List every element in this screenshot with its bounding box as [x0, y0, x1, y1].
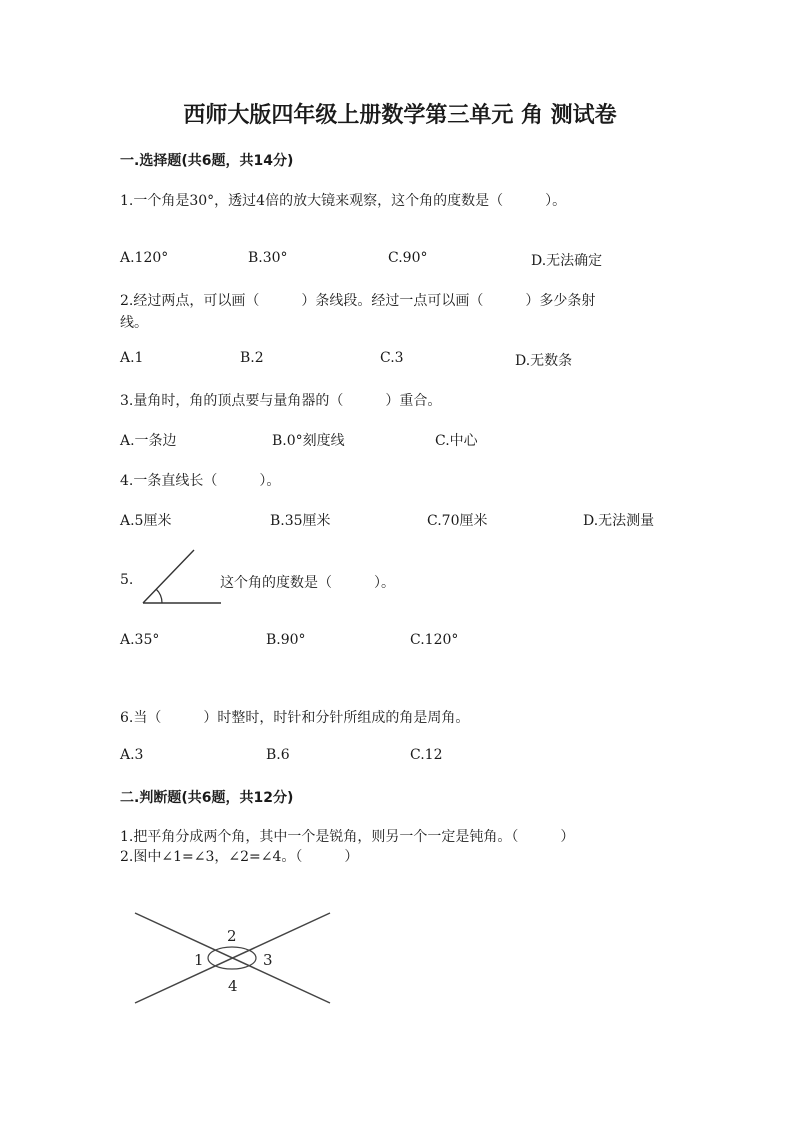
q6-option-a: A.3	[120, 747, 144, 763]
angle-arc	[156, 589, 162, 603]
q4-option-d: D.无法测量	[583, 513, 655, 529]
q1-option-b: B.30°	[248, 250, 288, 266]
question-4-text: 4.一条直线长（ ）。	[120, 473, 281, 489]
label-angle-4: 4	[228, 977, 238, 995]
q1-option-d: D.无法确定	[531, 253, 603, 269]
q1-option-c: C.90°	[388, 250, 428, 266]
section-heading-judgement: 二.判断题(共6题，共12分)	[120, 790, 294, 806]
q1-option-a: A.120°	[120, 250, 169, 266]
angle-figure	[140, 548, 224, 606]
question-5-number: 5.	[120, 572, 134, 588]
section-heading-choice: 一.选择题(共6题，共14分)	[120, 153, 294, 169]
q5-option-c: C.120°	[410, 632, 459, 648]
q2-option-c: C.3	[380, 350, 404, 366]
judgement-1-text: 1.把平角分成两个角，其中一个是锐角，则另一个一定是钝角。（ ）	[120, 829, 575, 845]
page-title: 西师大版四年级上册数学第三单元 角 测试卷	[183, 103, 617, 128]
question-5-text: 这个角的度数是（ ）。	[220, 575, 395, 591]
question-3-text: 3.量角时，角的顶点要与量角器的（ ）重合。	[120, 393, 442, 409]
q2-option-a: A.1	[120, 350, 144, 366]
label-angle-2: 2	[227, 927, 237, 945]
q3-option-a: A.一条边	[120, 433, 177, 449]
q6-option-b: B.6	[266, 747, 290, 763]
q3-option-b: B.0°刻度线	[272, 433, 345, 449]
q3-option-c: C.中心	[435, 433, 478, 449]
q4-option-a: A.5厘米	[120, 513, 172, 529]
q5-option-b: B.90°	[266, 632, 306, 648]
q6-option-c: C.12	[410, 747, 443, 763]
label-angle-3: 3	[263, 951, 273, 969]
question-2-text-line1: 2.经过两点，可以画（ ）条线段。经过一点可以画（ ）多少条射	[120, 293, 596, 309]
judgement-2-text: 2.图中∠1=∠3，∠2=∠4。（ ）	[120, 849, 359, 865]
q4-option-b: B.35厘米	[270, 513, 331, 529]
angle-slanted-ray	[143, 550, 194, 603]
q2-option-d: D.无数条	[515, 353, 573, 369]
q4-option-c: C.70厘米	[427, 513, 488, 529]
label-angle-1: 1	[194, 951, 204, 969]
q2-option-b: B.2	[240, 350, 264, 366]
intersecting-lines-figure	[130, 905, 335, 1010]
question-2-text-line2: 线。	[120, 315, 148, 331]
question-1-text: 1.一个角是30°，透过4倍的放大镜来观察，这个角的度数是（ ）。	[120, 193, 567, 209]
question-6-text: 6.当（ ）时整时，时针和分针所组成的角是周角。	[120, 710, 470, 726]
q5-option-a: A.35°	[120, 632, 160, 648]
